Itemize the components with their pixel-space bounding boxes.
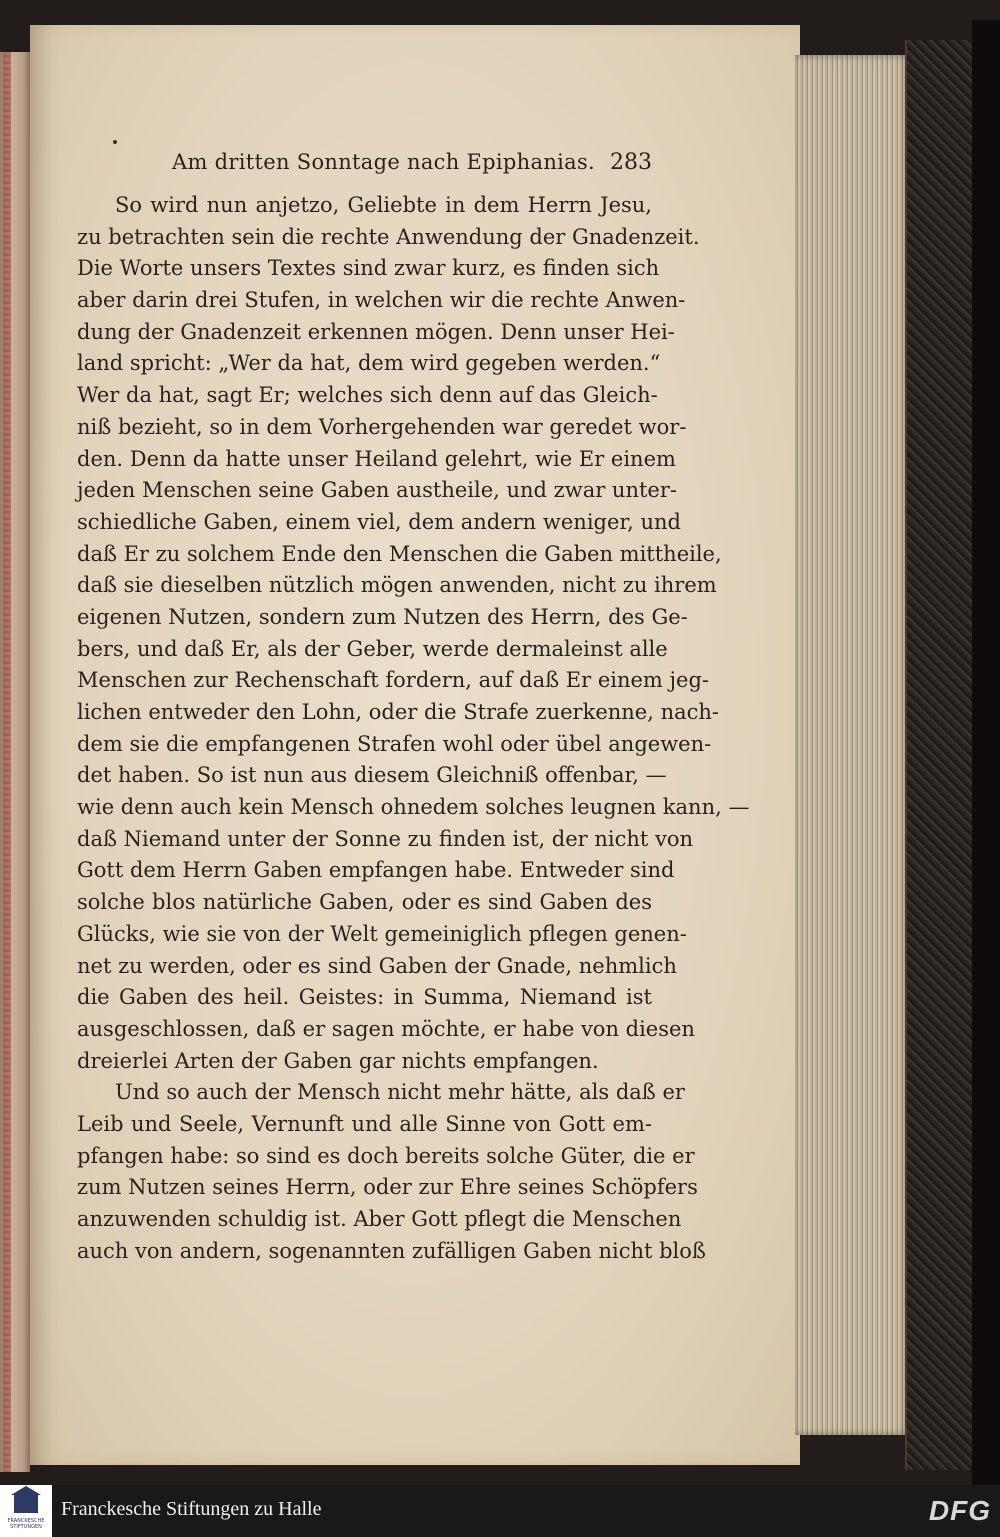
text-line: dreierlei Arten der Gaben gar nichts empfangen. [77, 1048, 599, 1073]
text-line: die Gaben des heil. Geistes: in Summa, Niemand ist [77, 985, 652, 1010]
logo-text: FRANCKESCHE STIFTUNGEN [7, 1518, 45, 1530]
text-line: det haben. So ist nun aus diesem Gleichniß offenbar, — [77, 763, 667, 788]
left-page-edge [0, 52, 30, 1472]
text-line: schiedliche Gaben, einem viel, dem andern weniger, und [77, 509, 681, 534]
text-line: So wird nun anjetzo, Geliebte in dem Herrn Jesu, [115, 193, 652, 217]
page-header [77, 150, 652, 190]
franckesche-logo[interactable] [0, 1485, 52, 1537]
text-line: Leib und Seele, Vernunft und alle Sinne von Gott em- [77, 1111, 652, 1136]
text-line: pfangen habe: so sind es doch bereits solche Güter, die er [77, 1143, 695, 1168]
page-block-edges [795, 55, 910, 1435]
footer-bar [0, 1485, 1000, 1537]
page-text [77, 150, 750, 1267]
text-line: Die Worte unsers Textes sind zwar kurz, es finden sich [77, 256, 660, 281]
house-icon [14, 1495, 38, 1513]
text-line: bers, und daß Er, als der Geber, werde dermaleinst alle [77, 636, 668, 661]
text-line: net zu werden, oder es sind Gaben der Gnade, nehmlich [77, 953, 677, 978]
institution-name: Franckesche Stiftungen zu Halle [61, 1498, 322, 1520]
text-line: jeden Menschen seine Gaben austheile, und zwar unter- [77, 478, 677, 503]
text-line: lichen entweder den Lohn, oder die Strafe zuerkenne, nach- [77, 700, 719, 724]
page-number: 283 [610, 150, 652, 175]
dfg-logo[interactable]: DFG [928, 1495, 991, 1526]
text-line: niß bezieht, so in dem Vorhergehenden war geredet wor- [77, 414, 687, 439]
running-head: Am dritten Sonntage nach Epiphanias. [172, 150, 596, 174]
text-line: Wer da hat, sagt Er; welches sich denn auf das Gleich- [77, 383, 658, 408]
text-line: Gott dem Herrn Gaben empfangen habe. Entweder sind [77, 858, 675, 883]
text-line: solche blos natürliche Gaben, oder es sind Gaben des [77, 890, 652, 915]
ink-spot [113, 140, 117, 144]
text-line: wie denn auch kein Mensch ohnedem solches leugnen kann, — [77, 795, 750, 820]
cover-shadow [972, 20, 1000, 1485]
text-line: Und so auch der Mensch nicht mehr hätte, als daß er [115, 1080, 685, 1105]
text-line: ausgeschlossen, daß er sagen möchte, er habe von diesen [77, 1016, 695, 1041]
text-line: den. Denn da hatte unser Heiland gelehrt, wie Er einem [77, 446, 676, 471]
text-line: aber darin drei Stufen, in welchen wir die rechte Anwen- [77, 288, 686, 313]
text-line: daß Er zu solchem Ende den Menschen die Gaben mittheile, [77, 541, 722, 566]
text-line: land spricht: „Wer da hat, dem wird gegeben werden.“ [77, 351, 661, 376]
text-line: zu betrachten sein die rechte Anwendung der Gnadenzeit. [77, 224, 700, 249]
text-line: dung der Gnadenzeit erkennen mögen. Denn unser Hei- [77, 319, 675, 344]
text-line: Glücks, wie sie von der Welt gemeiniglich pflegen genen- [77, 921, 687, 946]
text-line: dem sie die empfangenen Strafen wohl oder übel angewen- [77, 731, 712, 756]
text-line: auch von andern, sogenannten zufälligen Gaben nicht bloß [77, 1238, 706, 1263]
text-line: zum Nutzen seines Herrn, oder zur Ehre seines Schöpfers [77, 1175, 698, 1200]
text-line: daß Niemand unter der Sonne zu finden ist, der nicht von [77, 826, 694, 851]
text-line: Menschen zur Rechenschaft fordern, auf daß Er einem jeg- [77, 668, 709, 693]
text-line: eigenen Nutzen, sondern zum Nutzen des Herrn, des Ge- [77, 604, 688, 629]
text-line: daß sie dieselben nützlich mögen anwenden, nicht zu ihrem [77, 573, 717, 598]
book-cover [905, 40, 973, 1470]
text-line: anzuwenden schuldig ist. Aber Gott pflegt die Menschen [77, 1207, 682, 1231]
